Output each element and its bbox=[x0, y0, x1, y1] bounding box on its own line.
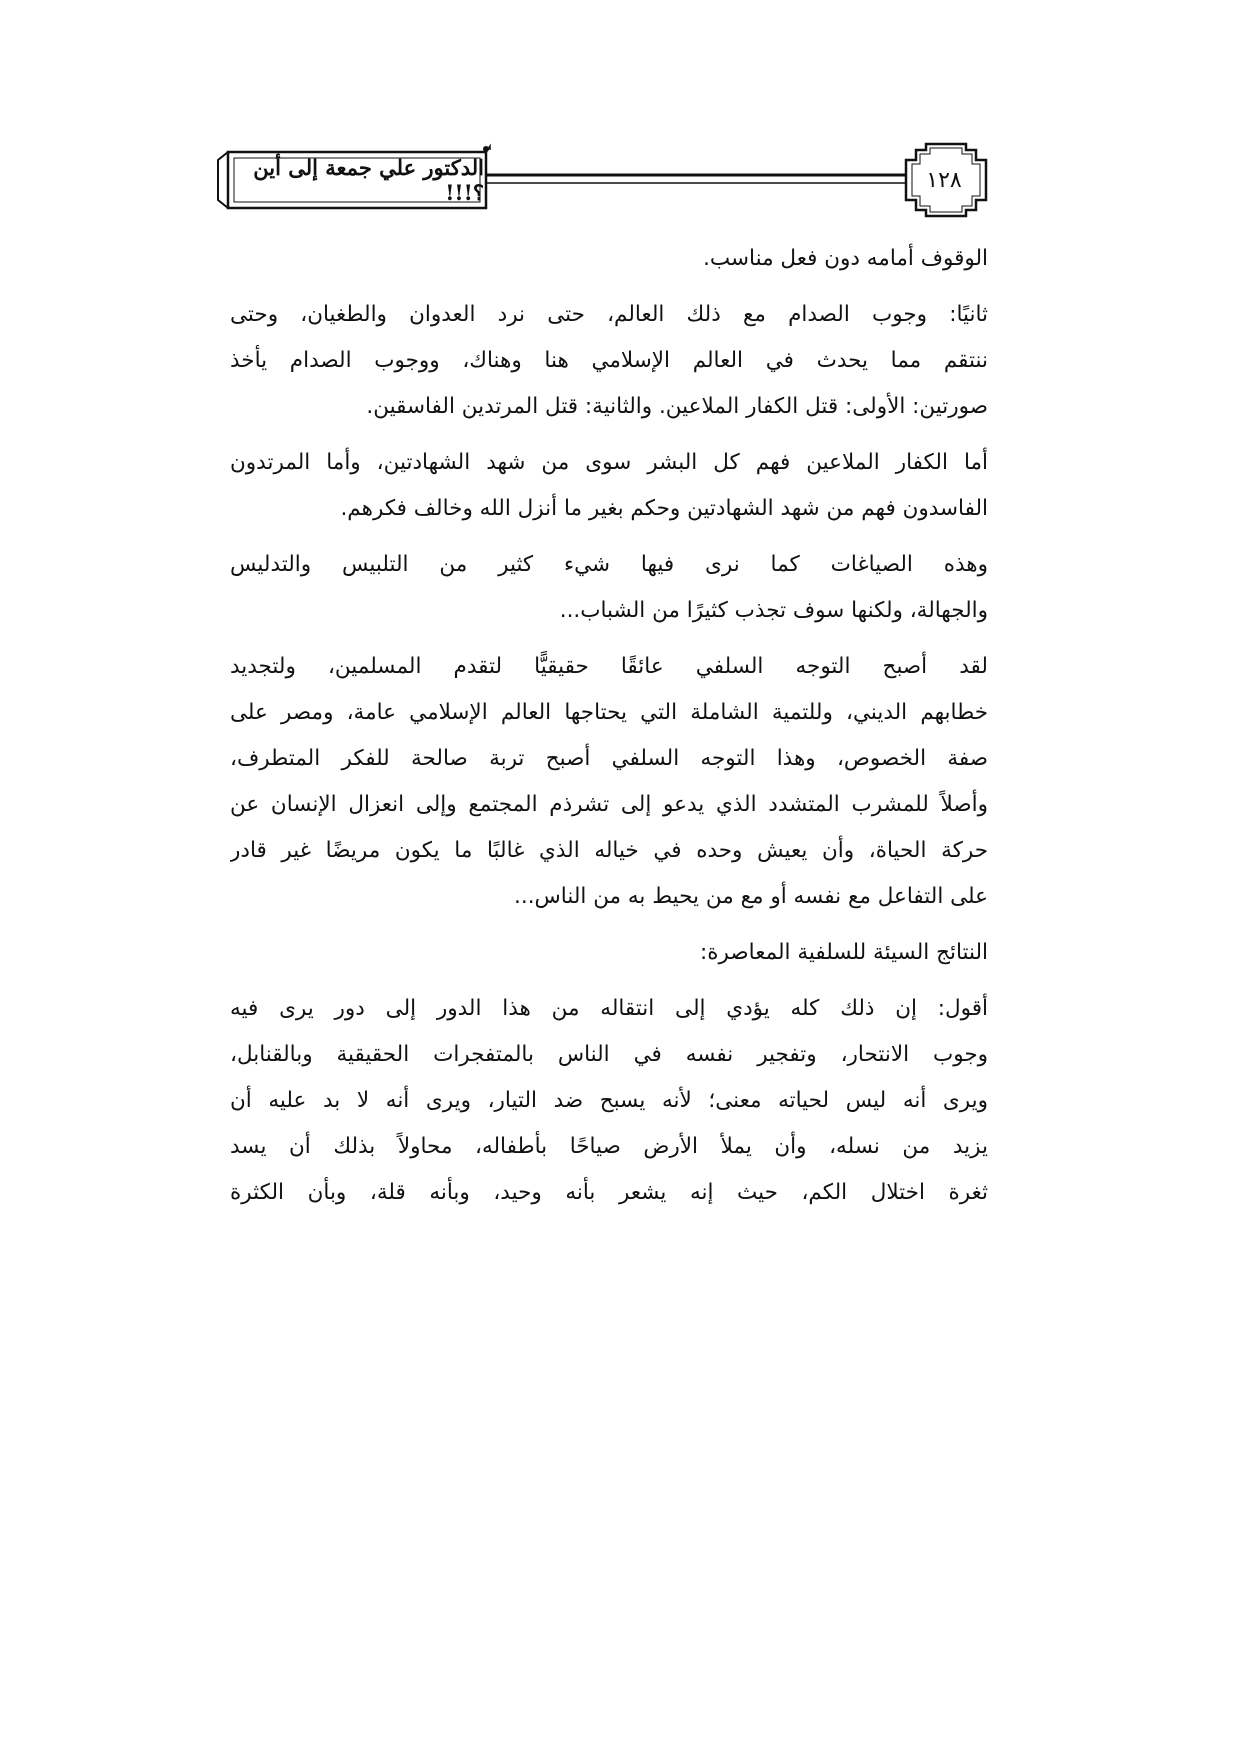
text-line: وأصلاً للمشرب المتشدد الذي يدعو إلى تشرذم المجتمع وإلى انعزال الإنسان عن bbox=[230, 792, 988, 817]
text-line: ننتقم مما يحدث في العالم الإسلامي هنا وهناك، ووجوب الصدام يأخذ bbox=[230, 348, 988, 373]
text-line: يزيد من نسله، وأن يملأ الأرض صياحًا بأطفاله، محاولاً بذلك أن يسد bbox=[230, 1134, 988, 1159]
text-line: حركة الحياة، وأن يعيش وحده في خياله الذي غالبًا ما يكون مريضًا غير قادر bbox=[230, 838, 988, 863]
text-line: ثانيًا: وجوب الصدام مع ذلك العالم، حتى نرد العدوان والطغيان، وحتى bbox=[230, 302, 988, 327]
text-line: وجوب الانتحار، وتفجير نفسه في الناس بالمتفجرات الحقيقية وبالقنابل، bbox=[230, 1042, 988, 1067]
text-line: أما الكفار الملاعين فهم كل البشر سوى من شهد الشهادتين، وأما المرتدون bbox=[230, 450, 988, 475]
paragraph bbox=[230, 292, 988, 430]
text-line: صورتين: الأولى: قتل الكفار الملاعين. والثانية: قتل المرتدين الفاسقين. bbox=[366, 394, 988, 419]
text-line: النتائج السيئة للسلفية المعاصرة: bbox=[700, 940, 988, 965]
text-line: والجهالة، ولكنها سوف تجذب كثيرًا من الشباب... bbox=[559, 598, 988, 623]
body-text bbox=[230, 236, 988, 1216]
header-ornament bbox=[0, 0, 1240, 240]
book-title: الدكتور علي جمعة إلى أين ؟!!! bbox=[253, 155, 484, 205]
text-line: صفة الخصوص، وهذا التوجه السلفي أصبح تربة صالحة للفكر المتطرف، bbox=[230, 746, 988, 771]
text-line: الوقوف أمامه دون فعل مناسب. bbox=[703, 246, 988, 271]
text-line: على التفاعل مع نفسه أو مع من يحيط به من الناس... bbox=[514, 884, 988, 909]
text-line: وهذه الصياغات كما نرى فيها شيء كثير من التلبيس والتدليس bbox=[230, 552, 988, 577]
paragraph bbox=[230, 236, 988, 282]
text-line: ثغرة اختلال الكم، حيث إنه يشعر بأنه وحيد، وبأنه قلة، وبأن الكثرة bbox=[230, 1180, 988, 1205]
text-line: خطابهم الديني، وللتمية الشاملة التي يحتاجها العالم الإسلامي عامة، ومصر على bbox=[230, 700, 988, 725]
paragraph bbox=[230, 644, 988, 920]
text-line: لقد أصبح التوجه السلفي عائقًا حقيقيًّا لتقدم المسلمين، ولتجديد bbox=[230, 654, 988, 679]
text-line: ويرى أنه ليس لحياته معنى؛ لأنه يسبح ضد التيار، ويرى أنه لا بد عليه أن bbox=[230, 1088, 988, 1113]
text-line: الفاسدون فهم من شهد الشهادتين وحكم بغير ما أنزل الله وخالف فكرهم. bbox=[340, 496, 988, 521]
section-heading bbox=[230, 930, 988, 976]
paragraph bbox=[230, 542, 988, 634]
page-number: ١٢٨ bbox=[926, 167, 962, 193]
page-header bbox=[0, 0, 1240, 240]
paragraph bbox=[230, 986, 988, 1216]
text-line: أقول: إن ذلك كله يؤدي إلى انتقاله من هذا الدور إلى دور يرى فيه bbox=[230, 996, 988, 1021]
paragraph bbox=[230, 440, 988, 532]
